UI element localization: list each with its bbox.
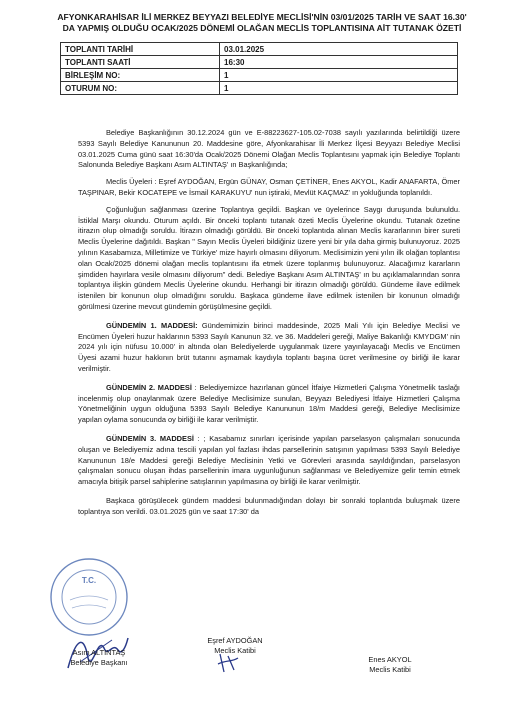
title-line-1: AFYONKARAHİSAR İLİ MERKEZ BEYYAZI BELEDİYE MECLİSİ'NİN 03/01/2025 TARİH VE SAAT 16.30' (57, 12, 467, 22)
signatory-name: Eşref AYDOĞAN (207, 636, 263, 645)
seal-text: T.C. (81, 576, 97, 585)
paragraph-opening: Belediye Başkanlığının 30.12.2024 gün ve E-88223627-105.02-7038 sayılı yazılarında belirtildiği üzere 5393 Sayılı Belediye Kanununun 20. Maddesine göre, Afyonkarahisar İli Merkez İlçesi Beyyazı Belediye Meclisi 03.01.2025 Cuma günü saat 16:30'da Ocak/2025 Dönemi Olağan Meclis Toplantısını yapmak için Belediye Toplantı Salonunda Belediye Başkanı Asım ALTINTAŞ' ın Başkanlığında; (78, 128, 460, 170)
signature-block-clerk-1 (180, 636, 290, 656)
info-value: 1 (220, 82, 458, 95)
info-label: TOPLANTI SAATİ (61, 56, 220, 69)
agenda-item-text: : Belediyemizce hazırlanan güncel İtfaiye Hizmetleri Çalışma Yönetmelik taslağı incelenmiş olup onaylanmak üzere Belediye Meclisimize sunulan, Beyyazı Belediyesi İtfaiye Hizmetleri Çalışma Yönetmeliğinin uygun olduğuna 5393 Sayılı Belediye Kanununun 18/m Maddesi gereği, Belediye Meclisimize yapılan oylama sonucunda oy birliği ile karar verilmiştir. (78, 382, 460, 425)
info-row (61, 69, 458, 82)
info-value: 1 (220, 69, 458, 82)
signatory-name: Asım ALTINTAŞ (72, 648, 126, 657)
info-value: 16:30 (220, 56, 458, 69)
signature-block-mayor (44, 648, 154, 668)
agenda-item-2 (78, 383, 460, 426)
paragraph-members: Meclis Üyeleri : Eşref AYDOĞAN, Ergün GÜNAY, Osman ÇETİNER, Enes AKYOL, Kadir ANAFARTA, Ömer TAŞPINAR, Bekir KOCATEPE ve İsmail KARAKUYU' nun iştiraki, Mevlüt KAÇMAZ' ın yokluğunda toplanıldı. (78, 177, 460, 197)
info-row (61, 82, 458, 95)
document-title (52, 12, 472, 34)
info-label: TOPLANTI TARİHİ (61, 43, 220, 56)
minutes-body (78, 128, 460, 524)
meeting-info-table (60, 42, 458, 95)
agenda-item-heading: GÜNDEMİN 3. MADDESİ (106, 433, 194, 443)
agenda-item-heading: GÜNDEMİN 1. MADDESİ: (106, 320, 198, 330)
agenda-item-heading: GÜNDEMİN 2. MADDESİ (106, 382, 192, 392)
signature-block-clerk-2 (335, 655, 445, 675)
agenda-item-text: Gündemimizin birinci maddesinde, 2025 Mali Yılı için Belediye Meclisi ve Encümen Üyeleri huzur haklarının 5393 Sayılı Kanunun 32. ve 36. Maddeleri gereği, Maliye Bakanlığı KMYDGM' nin 2024 yılı için nüfusu 10.000' in altında olan Belediyelerde uygulanmak üzere yayınlayacağı Meclis ve Encümen Üyesi azami huzur hakkının brüt tutarını aşmamak kaydıyla toplantı başına ücret verilmesine oy birliği ile karar verilmiştir. (78, 320, 460, 373)
agenda-item-3 (78, 434, 460, 488)
signatory-title: Meclis Katibi (214, 646, 256, 655)
signatory-title: Meclis Katibi (369, 665, 411, 674)
signatory-title: Belediye Başkanı (70, 658, 128, 667)
info-value: 03.01.2025 (220, 43, 458, 56)
info-label: OTURUM NO: (61, 82, 220, 95)
official-seal-icon (48, 556, 130, 638)
agenda-item-text: : ; Kasabamız sınırları içerisinde yapılan parselasyon çalışmaları sonucunda oluşan ve Belediyemiz adına tescili yapılan yol fazlası ihdas parsellerinin satışının yapılması 5393 Sayılı Belediye Kanununun 18/e Maddesi gereği Belediye Meclisinin Yetki ve Görevleri arasında sayıldığından, parselasyon çalışmaları sonucu oluşan ihdas parsellerinin imara uygunluğunun sağlanması ve Belediyemize gelir temin etmek amacıyla bitişik parsel sahiplerine satışlarının yapılmasına oy birliği ile karar verilmiştir. (78, 433, 460, 487)
info-row (61, 56, 458, 69)
agenda-item-1 (78, 321, 460, 375)
signatory-name: Enes AKYOL (368, 655, 412, 664)
info-label: BİRLEŞİM NO: (61, 69, 220, 82)
title-line-2: DA YAPMIŞ OLDUĞU OCAK/2025 DÖNEMİ OLAĞAN MECLİS TOPLANTISINA AİT TUTANAK ÖZETİ (62, 23, 462, 33)
paragraph-closing: Başkaca görüşülecek gündem maddesi bulunmadığından dolayı bir sonraki toplantıda buluşmak üzere toplantıya son verildi. 03.01.2025 gün ve saat 17:30' da (78, 495, 460, 516)
paragraph-proceedings: Çoğunluğun sağlanması üzerine Toplantıya geçildi. Başkan ve üyelerince Saygı duruşunda bulunuldu. İstiklal Marşı okundu. Oturum açıldı. Bir önceki toplantı tutanak özeti Meclis Üyelerine okundu. Tutanak özetine itirazın olup olmadığı soruldu. İtirazın olmadığı görüldü. Bir önceki toplantıda alınan Meclis kararlarının birer sureti Meclis Üyelerine dağıtıldı. Başkan " Sayın Meclis Üyeleri bildiğiniz üzere yeni bir yıla daha girmiş bulunuyoruz. 2025 yılının Kasabamıza, Milletimize ve Türkiye' mize hayırlı olmasını diliyorum. Meclisimizin yeni yılın ilk olağan toplantısı olan Ocak/2025 dönemi olağan meclis toplantısını ifa etmek üzere toplanmış bulunuyoruz. Alacağımız kararların şimdiden hayırlara vesile olmasını diliyorum" dedi. Belediye Başkanı Asım ALTINTAŞ' ın bu açıklamalarından sonra toplantıya ilişkin gündem Meclis Üyelerine okundu. Herhangi bir itirazın olmadığı görüldü. Gündeme ilave edilmek istenilen bir konunun olup olmadığını soruldu. Başkaca gündeme ilave edilmek istenilen bir konunun olmadığı görülmesi üzerine mevcut gündemin görüşülmesine geçildi. (78, 204, 460, 311)
info-row (61, 43, 458, 56)
